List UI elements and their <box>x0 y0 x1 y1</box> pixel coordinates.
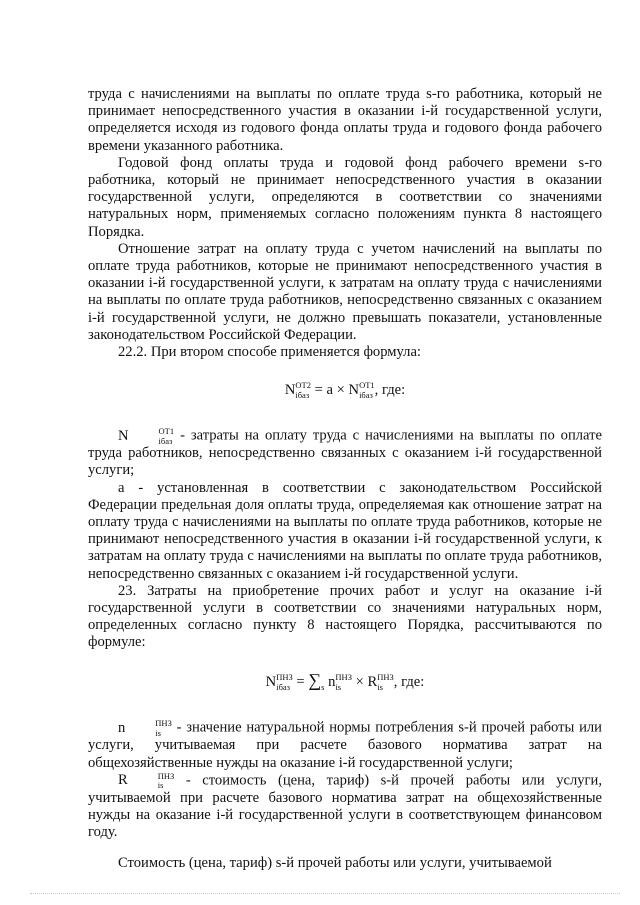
definition-text: - значение натуральной нормы потребления s-й прочей работы или услуги, учитываемая при расчете базового норматива затрат на общехозяйственные нужды на оказание i-й государственной услуги; <box>88 719 602 771</box>
symbol-base: n <box>328 673 336 690</box>
definition-a: a - установленная в соответствии с законодательством Российской Федерации предельная доля оплаты труда, определяемая как отношение затрат на оплату труда с начислениями на выплаты по оплате труда работников, которые не принимают непосредственного участия в оказании i-й государственной услуги, к затратам на оплату труда с начислениями на выплаты по оплате труда работников, непосредственно связанных с оказанием i-й государственной услуги. <box>88 479 602 582</box>
formula-tail: , где: <box>374 381 406 398</box>
symbol-base: n <box>118 719 126 736</box>
symbol-indices <box>295 381 311 399</box>
formula-operator: = <box>296 673 305 690</box>
symbol-base: N <box>284 381 296 398</box>
symbol-superscript: ПНЗ <box>276 672 293 683</box>
definition-n-ot1 <box>88 427 602 479</box>
symbol-superscript: ПНЗ <box>335 672 352 683</box>
symbol-subscript: is <box>155 727 161 738</box>
symbol-indices <box>276 673 293 691</box>
paragraph-1: труда с начислениями на выплаты по оплате труда s-го работника, который не принимает непосредственного участия в оказании i-й государственной услуги, определяется исходя из годового фонда оплаты труда и годового фонда рабочего времени указанного работника. <box>88 86 602 154</box>
symbol-superscript: OT2 <box>295 380 311 391</box>
symbol-base: N <box>265 673 277 690</box>
symbol-subscript: iбаз <box>359 389 373 400</box>
definition-text: - стоимость (цена, тариф) s-й прочей работы или услуги, учитываемой при расчете базового норматива затрат на общехозяйственные нужды на оказание i-й государственной услуги в соответствующем финансовом году. <box>88 772 603 841</box>
paragraph-22-2: 22.2. При втором способе применяется формула: <box>118 344 421 361</box>
symbol-indices <box>377 673 394 691</box>
formula-ot2 <box>88 381 602 399</box>
symbol-base: R <box>118 772 128 789</box>
symbol-subscript: iбаз <box>295 389 310 400</box>
symbol-indices <box>335 673 352 691</box>
symbol-superscript <box>321 673 324 682</box>
symbol-subscript: iбаз <box>276 681 291 692</box>
symbol-base: N <box>118 427 129 444</box>
symbol-subscript: is <box>157 780 164 791</box>
symbol-indices <box>129 427 175 445</box>
sum-symbol: ∑ <box>308 669 322 690</box>
symbol-subscript: is <box>377 681 383 692</box>
symbol-indices <box>128 772 175 790</box>
definition-n-pnz <box>88 719 602 771</box>
paragraph-23: 23. Затраты на приобретение прочих работ и услуг на оказание i-й государственной услуги в соответствии со значениями натуральных норм, определенных согласно пункту 8 настоящего Порядка, рассчитываются по формуле: <box>88 582 602 651</box>
definition-r-pnz <box>88 772 602 842</box>
scan-noise-line <box>30 893 620 897</box>
paragraph-2: Годовой фонд оплаты труда и годовой фонд рабочего времени s-го работника, который не принимает непосредственного участия в оказании государственной услуги, определяются в соответствии со значениями натуральных норм, применяемых согласно положениям пункта 8 настоящего Порядка. <box>88 154 602 240</box>
symbol-superscript: OT1 <box>359 380 375 391</box>
sum-index <box>321 673 324 691</box>
formula-pnz-expression <box>265 669 425 692</box>
symbol-indices <box>125 719 172 737</box>
symbol-indices <box>359 381 375 399</box>
formula-ot2-expression <box>285 382 405 398</box>
symbol-subscript: is <box>335 681 342 692</box>
symbol-base: R <box>367 673 378 690</box>
definition-symbol <box>118 770 175 791</box>
symbol-subscript: s <box>321 681 325 692</box>
formula-pnz <box>88 669 602 692</box>
symbol-superscript: OT1 <box>158 426 175 437</box>
formula-tail: , где: <box>393 673 425 690</box>
formula-operator: × <box>355 673 364 690</box>
symbol-superscript: ПНЗ <box>155 718 172 729</box>
paragraph-last: Стоимость (цена, тариф) s-й прочей работы или услуги, учитываемой <box>118 855 552 872</box>
definition-symbol <box>118 720 172 736</box>
symbol-superscript: ПНЗ <box>157 770 175 781</box>
symbol-superscript: ПНЗ <box>377 672 394 683</box>
paragraph-3: Отношение затрат на оплату труда с учетом начислений на выплаты по оплате труда работников, которые не принимают непосредственного участия в оказании i-й государственной услуги, к затратам на оплату труда с начислениями на выплаты по оплате труда работников, непосредственно связанных с оказанием i-й государственной услуги, не должно превышать показатели, установленные законодательством Российской Федерации. <box>88 240 602 343</box>
symbol-subscript: iбаз <box>158 435 173 446</box>
definition-text: - затраты на оплату труда с начислениями на выплаты по оплате труда работников, непосредственно связанных с оказанием i-й государственной услуги; <box>88 427 603 479</box>
formula-operator: = a × <box>314 381 345 398</box>
symbol-base: N <box>348 381 360 398</box>
document-page <box>88 86 602 873</box>
definition-symbol <box>118 428 174 444</box>
